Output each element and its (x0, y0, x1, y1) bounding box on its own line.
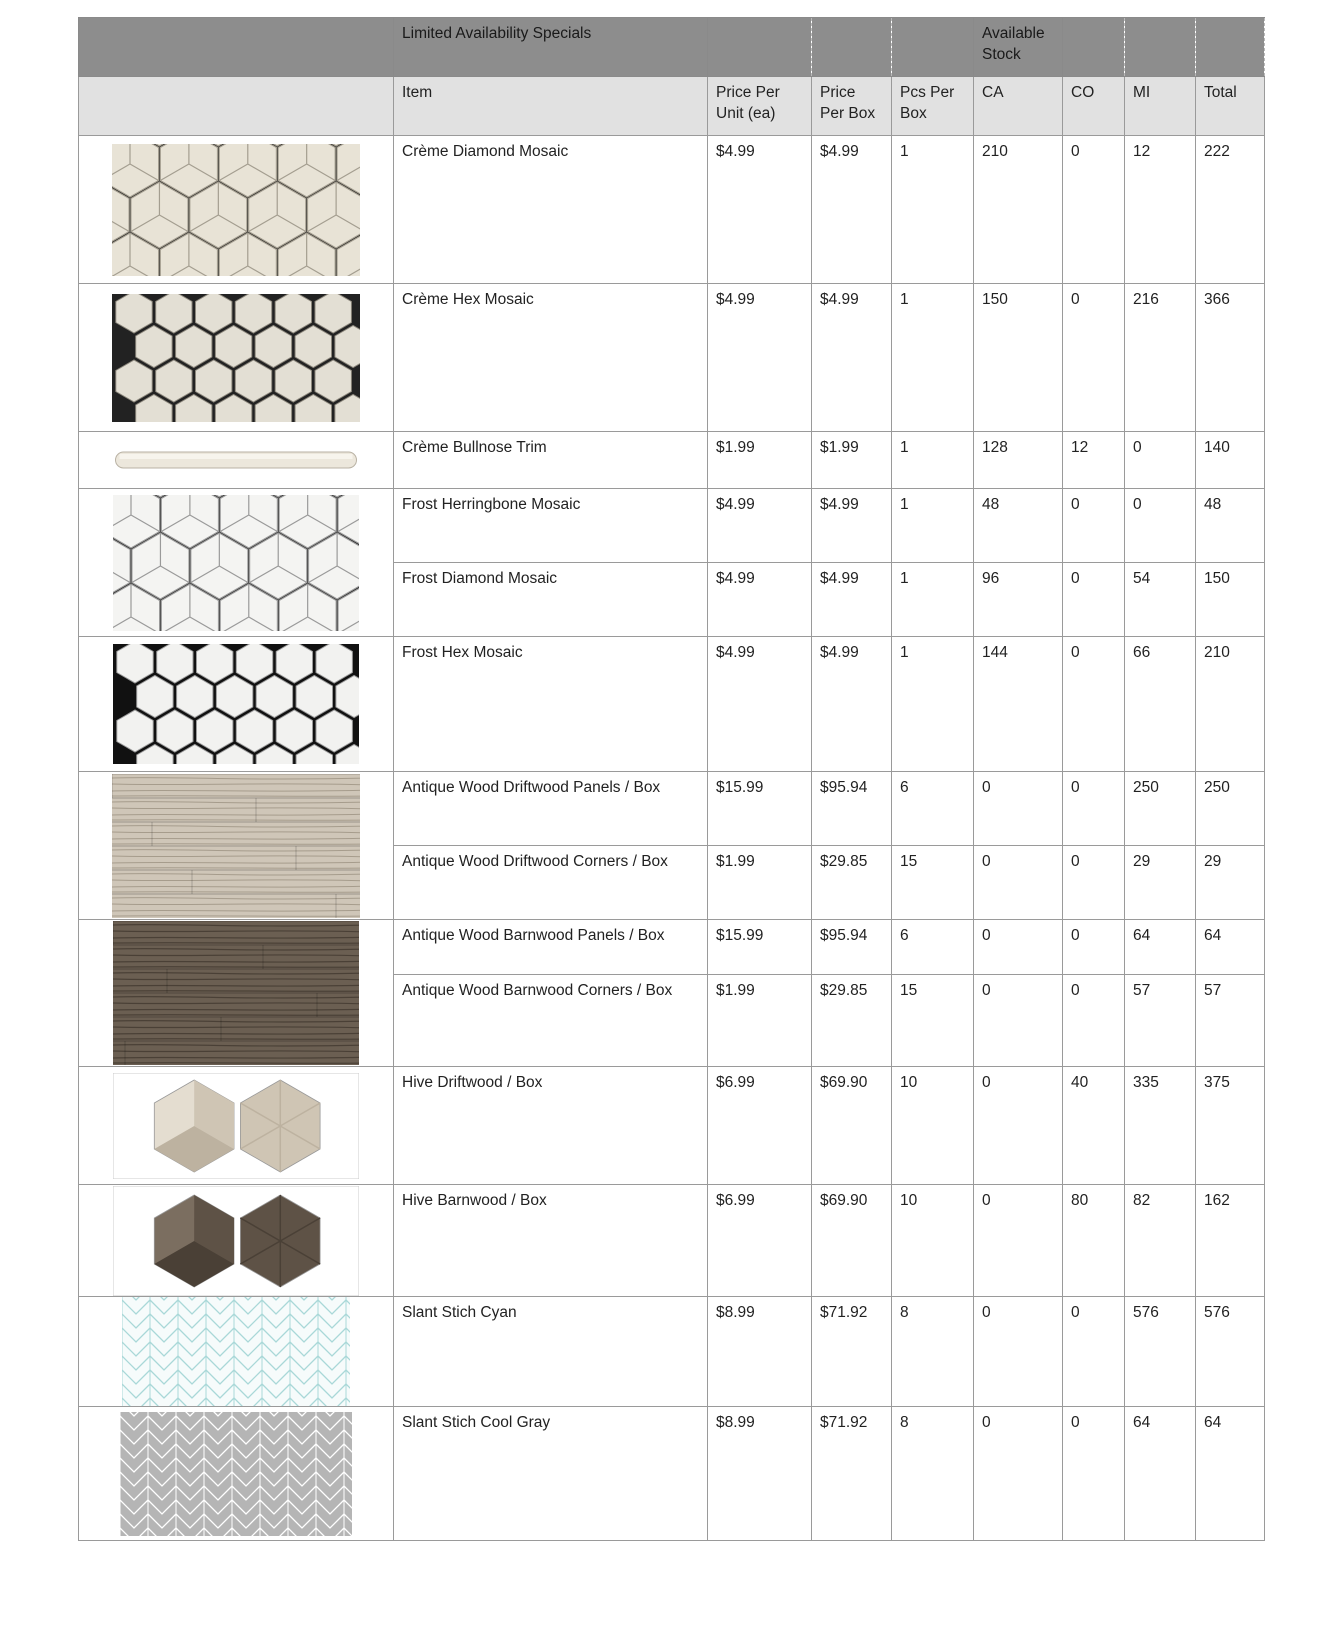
cell-mi: 66 (1125, 637, 1196, 772)
header-item: Item (394, 77, 708, 136)
creme-diamond-mosaic-swatch (112, 144, 360, 276)
cell-price-unit: $1.99 (708, 846, 812, 920)
cell-ca: 0 (974, 1297, 1063, 1407)
cell-total: 140 (1196, 432, 1265, 489)
cell-price-unit: $4.99 (708, 563, 812, 637)
cell-ca: 144 (974, 637, 1063, 772)
cell-price-unit: $15.99 (708, 920, 812, 975)
cell-ca: 48 (974, 489, 1063, 563)
cell-item: Antique Wood Barnwood Corners / Box (394, 975, 708, 1067)
cell-mi: 64 (1125, 920, 1196, 975)
cell-item: Crème Bullnose Trim (394, 432, 708, 489)
product-image-cell (79, 1185, 394, 1297)
cell-pcs-box: 1 (892, 284, 974, 432)
cell-mi: 82 (1125, 1185, 1196, 1297)
cell-ca: 0 (974, 772, 1063, 846)
cell-total: 48 (1196, 489, 1265, 563)
cell-total: 250 (1196, 772, 1265, 846)
cell-co: 0 (1063, 1297, 1125, 1407)
cell-pcs-box: 8 (892, 1407, 974, 1541)
cell-mi: 12 (1125, 136, 1196, 284)
cell-price-box: $4.99 (812, 563, 892, 637)
cell-price-unit: $4.99 (708, 637, 812, 772)
cell-mi: 0 (1125, 432, 1196, 489)
slant-stich-cool-gray-swatch (120, 1412, 352, 1536)
cell-total: 29 (1196, 846, 1265, 920)
cell-total: 150 (1196, 563, 1265, 637)
cell-price-unit: $4.99 (708, 489, 812, 563)
specials-table (78, 17, 1265, 1541)
table-row (79, 637, 1265, 772)
slant-stich-cyan-swatch (122, 1297, 350, 1407)
cell-ca: 150 (974, 284, 1063, 432)
cell-mi: 57 (1125, 975, 1196, 1067)
cell-ca: 0 (974, 846, 1063, 920)
cell-price-box: $71.92 (812, 1297, 892, 1407)
product-image-cell (79, 920, 394, 1067)
product-image-cell (79, 772, 394, 920)
title-band-blank (79, 18, 394, 77)
cell-total: 222 (1196, 136, 1265, 284)
cell-ca: 0 (974, 1067, 1063, 1185)
cell-price-box: $71.92 (812, 1407, 892, 1541)
header-mi: MI (1125, 77, 1196, 136)
creme-hex-mosaic-swatch (112, 294, 360, 422)
cell-pcs-box: 1 (892, 563, 974, 637)
cell-price-unit: $4.99 (708, 284, 812, 432)
product-image-cell (79, 1067, 394, 1185)
cell-mi: 54 (1125, 563, 1196, 637)
header-ca: CA (974, 77, 1063, 136)
driftwood-panel-swatch (112, 774, 360, 918)
table-title: Limited Availability Specials (394, 18, 708, 77)
cell-co: 0 (1063, 136, 1125, 284)
cell-mi: 29 (1125, 846, 1196, 920)
cell-ca: 210 (974, 136, 1063, 284)
cell-item: Frost Diamond Mosaic (394, 563, 708, 637)
cell-mi: 64 (1125, 1407, 1196, 1541)
cell-co: 0 (1063, 772, 1125, 846)
cell-co: 40 (1063, 1067, 1125, 1185)
table-row (79, 920, 1265, 975)
cell-price-box: $4.99 (812, 637, 892, 772)
cell-item: Antique Wood Driftwood Corners / Box (394, 846, 708, 920)
cell-price-box: $4.99 (812, 136, 892, 284)
frost-hex-mosaic-swatch (113, 644, 359, 764)
cell-co: 12 (1063, 432, 1125, 489)
cell-mi: 335 (1125, 1067, 1196, 1185)
cell-pcs-box: 15 (892, 975, 974, 1067)
cell-price-unit: $1.99 (708, 432, 812, 489)
available-stock-label: Available Stock (974, 18, 1063, 77)
column-header-row (79, 77, 1265, 136)
cell-co: 0 (1063, 563, 1125, 637)
hive-driftwood-swatch (113, 1073, 359, 1179)
table-row (79, 136, 1265, 284)
cell-price-box: $69.90 (812, 1067, 892, 1185)
product-image-cell (79, 489, 394, 637)
header-co: CO (1063, 77, 1125, 136)
cell-pcs-box: 1 (892, 136, 974, 284)
cell-pcs-box: 1 (892, 637, 974, 772)
cell-item: Frost Herringbone Mosaic (394, 489, 708, 563)
cell-co: 0 (1063, 284, 1125, 432)
cell-mi: 216 (1125, 284, 1196, 432)
product-image-cell (79, 637, 394, 772)
cell-co: 0 (1063, 637, 1125, 772)
cell-price-unit: $8.99 (708, 1407, 812, 1541)
cell-price-unit: $4.99 (708, 136, 812, 284)
cell-co: 0 (1063, 489, 1125, 563)
header-total: Total (1196, 77, 1265, 136)
header-pcs-box: Pcs Per Box (892, 77, 974, 136)
cell-co: 0 (1063, 1407, 1125, 1541)
cell-price-unit: $1.99 (708, 975, 812, 1067)
cell-total: 162 (1196, 1185, 1265, 1297)
cell-co: 0 (1063, 975, 1125, 1067)
cell-pcs-box: 1 (892, 489, 974, 563)
cell-price-unit: $8.99 (708, 1297, 812, 1407)
cell-ca: 0 (974, 975, 1063, 1067)
cell-pcs-box: 6 (892, 772, 974, 846)
product-image-cell (79, 432, 394, 489)
cell-total: 64 (1196, 920, 1265, 975)
cell-pcs-box: 6 (892, 920, 974, 975)
cell-mi: 250 (1125, 772, 1196, 846)
cell-ca: 128 (974, 432, 1063, 489)
table-row (79, 1297, 1265, 1407)
cell-ca: 0 (974, 1407, 1063, 1541)
cell-item: Hive Barnwood / Box (394, 1185, 708, 1297)
header-price-unit: Price Per Unit (ea) (708, 77, 812, 136)
cell-total: 64 (1196, 1407, 1265, 1541)
cell-item: Hive Driftwood / Box (394, 1067, 708, 1185)
table-row (79, 772, 1265, 846)
table-row (79, 1067, 1265, 1185)
table-row (79, 432, 1265, 489)
cell-total: 57 (1196, 975, 1265, 1067)
cell-co: 0 (1063, 920, 1125, 975)
cell-item: Crème Diamond Mosaic (394, 136, 708, 284)
product-image-cell (79, 136, 394, 284)
cell-ca: 96 (974, 563, 1063, 637)
cell-price-box: $4.99 (812, 284, 892, 432)
header-price-box: Price Per Box (812, 77, 892, 136)
cell-item: Antique Wood Barnwood Panels / Box (394, 920, 708, 975)
cell-price-box: $95.94 (812, 920, 892, 975)
table-row (79, 284, 1265, 432)
cell-mi: 0 (1125, 489, 1196, 563)
cell-pcs-box: 10 (892, 1185, 974, 1297)
cell-ca: 0 (974, 920, 1063, 975)
cell-price-unit: $6.99 (708, 1067, 812, 1185)
cell-price-box: $95.94 (812, 772, 892, 846)
cell-pcs-box: 1 (892, 432, 974, 489)
cell-price-unit: $15.99 (708, 772, 812, 846)
cell-ca: 0 (974, 1185, 1063, 1297)
product-image-cell (79, 284, 394, 432)
header-image-blank (79, 77, 394, 136)
cell-total: 576 (1196, 1297, 1265, 1407)
creme-bullnose-trim-swatch (114, 449, 359, 471)
cell-pcs-box: 8 (892, 1297, 974, 1407)
cell-mi: 576 (1125, 1297, 1196, 1407)
cell-price-box: $1.99 (812, 432, 892, 489)
cell-item: Slant Stich Cool Gray (394, 1407, 708, 1541)
cell-co: 0 (1063, 846, 1125, 920)
cell-pcs-box: 10 (892, 1067, 974, 1185)
cell-price-box: $69.90 (812, 1185, 892, 1297)
product-image-cell (79, 1297, 394, 1407)
table-row (79, 1407, 1265, 1541)
product-image-cell (79, 1407, 394, 1541)
cell-item: Frost Hex Mosaic (394, 637, 708, 772)
cell-price-box: $4.99 (812, 489, 892, 563)
barnwood-panel-swatch (113, 921, 359, 1065)
cell-item: Slant Stich Cyan (394, 1297, 708, 1407)
cell-total: 366 (1196, 284, 1265, 432)
frost-diamond-mosaic-swatch (113, 495, 359, 631)
cell-item: Antique Wood Driftwood Panels / Box (394, 772, 708, 846)
cell-price-box: $29.85 (812, 846, 892, 920)
table-row (79, 1185, 1265, 1297)
cell-total: 375 (1196, 1067, 1265, 1185)
cell-pcs-box: 15 (892, 846, 974, 920)
title-band (79, 18, 1265, 77)
cell-total: 210 (1196, 637, 1265, 772)
table-row (79, 489, 1265, 563)
hive-barnwood-swatch (113, 1186, 359, 1296)
cell-item: Crème Hex Mosaic (394, 284, 708, 432)
cell-price-box: $29.85 (812, 975, 892, 1067)
cell-co: 80 (1063, 1185, 1125, 1297)
cell-price-unit: $6.99 (708, 1185, 812, 1297)
